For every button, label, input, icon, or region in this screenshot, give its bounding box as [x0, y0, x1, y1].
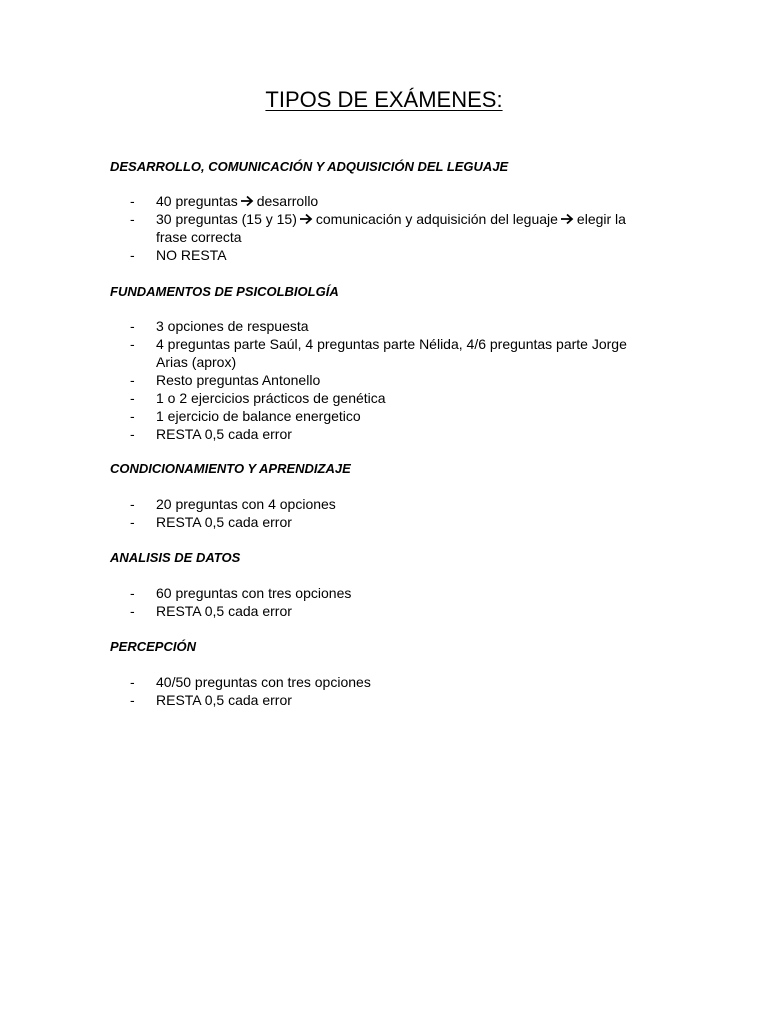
section-heading: DESARROLLO, COMUNICACIÓN Y ADQUISICIÓN DEL LEGUAJE — [110, 159, 509, 174]
bullet-dash: - — [130, 426, 135, 442]
section-heading: FUNDAMENTOS DE PSICOLBIOLGÍA — [110, 284, 339, 299]
item-text: 60 preguntas con tres opciones — [156, 585, 352, 601]
section-heading: PERCEPCIÓN — [110, 639, 196, 654]
item-text: 1 o 2 ejercicios prácticos de genética — [156, 390, 386, 406]
bullet-dash: - — [130, 211, 135, 227]
item-text: 30 preguntas (15 y 15) — [156, 211, 297, 227]
section-heading: CONDICIONAMIENTO Y APRENDIZAJE — [110, 461, 351, 476]
bullet-dash: - — [130, 408, 135, 424]
bullet-dash: - — [130, 390, 135, 406]
bullet-dash: - — [130, 247, 135, 263]
bullet-dash: - — [130, 603, 135, 619]
item-text: Resto preguntas Antonello — [156, 372, 321, 388]
bullet-dash: - — [130, 585, 135, 601]
page-title: TIPOS DE EXÁMENES: — [265, 87, 503, 112]
item-text: comunicación y adquisición del leguaje — [315, 211, 558, 227]
item-text: 40/50 preguntas con tres opciones — [156, 674, 371, 690]
bullet-dash: - — [130, 336, 135, 352]
item-text: RESTA 0,5 cada error — [156, 514, 292, 530]
right-arrow-icon — [240, 195, 254, 207]
item-text: RESTA 0,5 cada error — [156, 692, 292, 708]
bullet-dash: - — [130, 674, 135, 690]
item-continuation: frase correcta — [156, 229, 242, 245]
section-heading: ANALISIS DE DATOS — [110, 550, 241, 565]
item-text: NO RESTA — [156, 247, 227, 263]
item-text: 40 preguntas — [156, 193, 238, 209]
bullet-dash: - — [130, 496, 135, 512]
right-arrow-icon — [299, 213, 313, 225]
item-text: desarrollo — [256, 193, 319, 209]
item-text: 4 preguntas parte Saúl, 4 preguntas parte Nélida, 4/6 preguntas parte Jorge — [156, 336, 627, 352]
bullet-dash: - — [130, 318, 135, 334]
bullet-dash: - — [130, 372, 135, 388]
item-text: RESTA 0,5 cada error — [156, 603, 292, 619]
right-arrow-icon — [560, 213, 574, 225]
bullet-dash: - — [130, 193, 135, 209]
item-text: RESTA 0,5 cada error — [156, 426, 292, 442]
item-text: elegir la — [576, 211, 626, 227]
item-text: 20 preguntas con 4 opciones — [156, 496, 336, 512]
bullet-dash: - — [130, 692, 135, 708]
item-text: 3 opciones de respuesta — [156, 318, 309, 334]
item-continuation: Arias (aprox) — [156, 354, 237, 370]
bullet-dash: - — [130, 514, 135, 530]
item-text: 1 ejercicio de balance energetico — [156, 408, 361, 424]
